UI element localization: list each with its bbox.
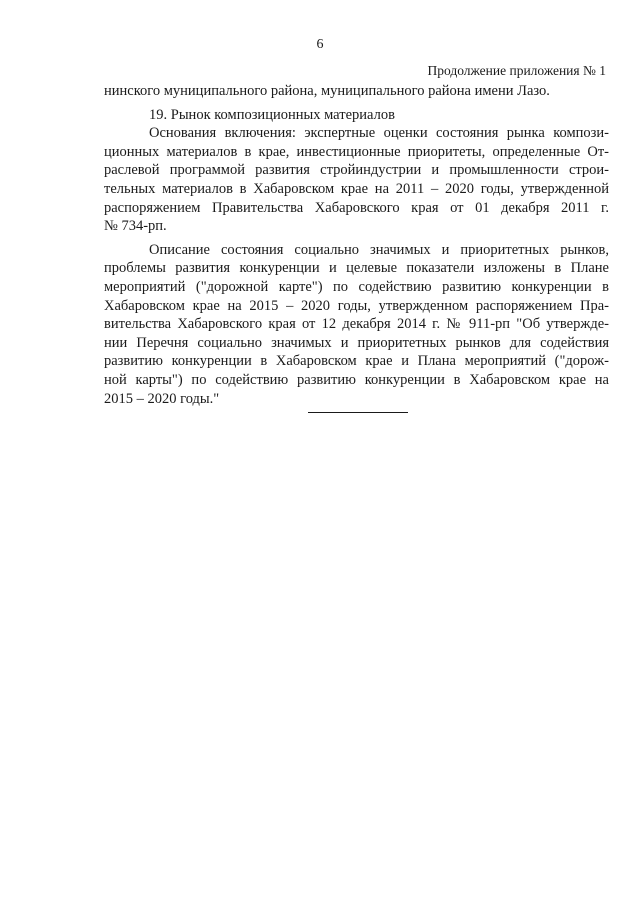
paragraph-line: раслевой программой развития стройиндустрии и промышленности строи- xyxy=(104,162,609,179)
paragraph-line: тельных материалов в Хабаровском крае на 2011 – 2020 годы, утвержденной xyxy=(104,180,609,197)
paragraph-line: нии Перечня социально значимых и приоритетных рынков для содействия xyxy=(104,334,609,351)
page-number: 6 xyxy=(316,37,324,52)
paragraph-line: мероприятий ("дорожной карте") по содействию развитию конкуренции в xyxy=(104,278,609,295)
paragraph-line: развитию конкуренции в Хабаровском крае и Плана мероприятий ("дорож- xyxy=(104,353,609,370)
paragraph-line: распоряжением Правительства Хабаровского края от 01 декабря 2011 г. xyxy=(104,199,609,216)
paragraph-line: проблемы развития конкуренции и целевые показатели изложены в Плане xyxy=(104,260,609,277)
paragraph-line: № 734-рп. xyxy=(104,218,167,235)
end-separator-line xyxy=(308,412,408,413)
paragraph-line: Описание состояния социально значимых и приоритетных рынков, xyxy=(149,241,609,258)
paragraph-line: 2015 – 2020 годы." xyxy=(104,390,220,407)
basis-paragraph xyxy=(104,124,609,236)
paragraph-line: Основания включения: экспертные оценки состояния рынка компози- xyxy=(149,125,609,142)
paragraph-line: вительства Хабаровского края от 12 декабря 2014 г. № 911-рп "Об утвержде- xyxy=(104,316,609,333)
document-body xyxy=(104,82,609,408)
continuation-line: нинского муниципального района, муниципального района имени Лазо. xyxy=(104,83,550,99)
section-heading: 19. Рынок композиционных материалов xyxy=(149,106,395,123)
paragraph-line: ной карты") по содействию развитию конкуренции в Хабаровском крае на xyxy=(104,371,609,388)
paragraph-line: Хабаровском крае на 2015 – 2020 годы, утвержденном распоряжением Пра- xyxy=(104,297,609,314)
paragraph-line: ционных материалов в крае, инвестиционные приоритеты, определенные От- xyxy=(104,143,609,160)
appendix-continuation-note: Продолжение приложения № 1 xyxy=(427,63,606,78)
description-paragraph xyxy=(104,241,609,408)
